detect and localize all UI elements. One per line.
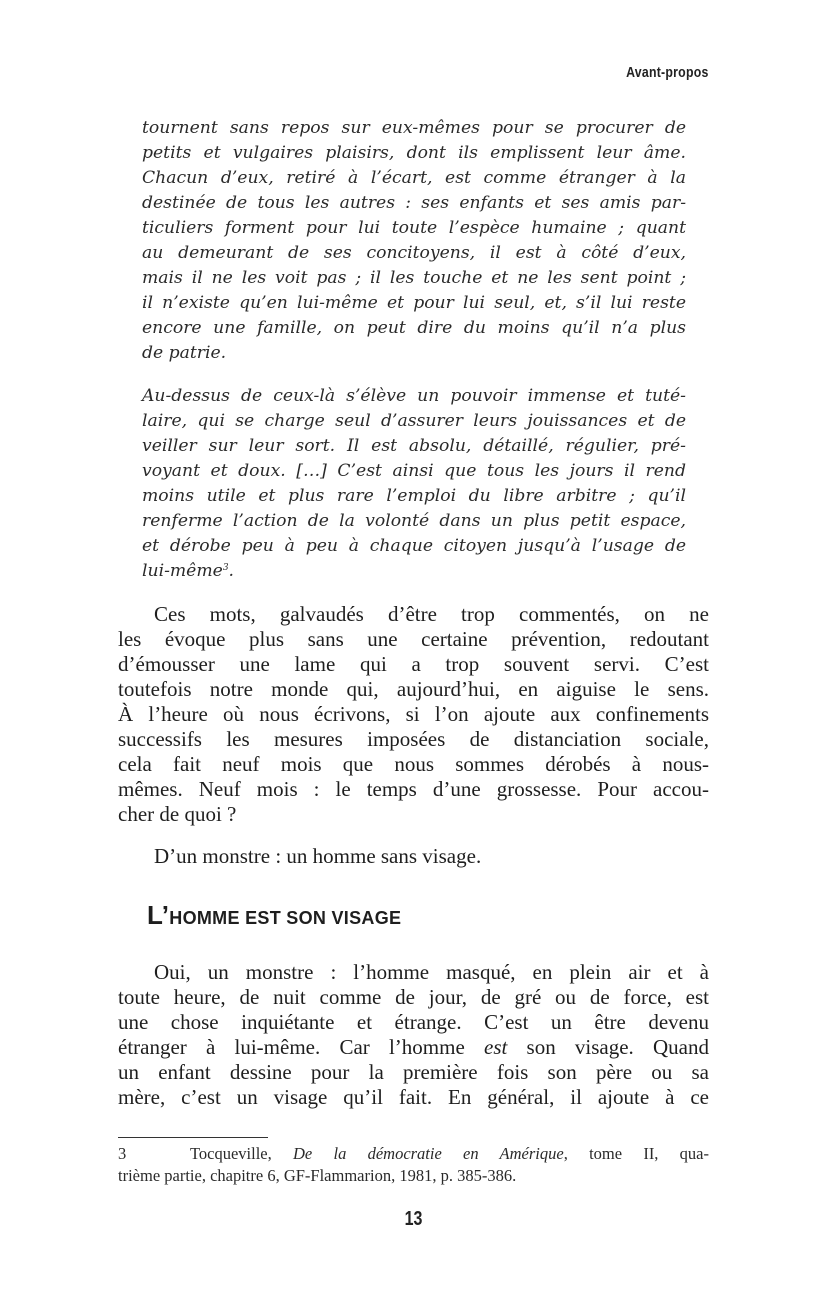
body-text: son visage. Quand bbox=[507, 1035, 710, 1059]
quote-line: renferme l’action de la volonté dans un plus petit espace, bbox=[142, 511, 686, 531]
quote-text: lui-même bbox=[142, 561, 223, 581]
quote-line: encore une famille, on peut dire du moins qu’il n’a plus bbox=[142, 318, 686, 338]
block-quote-1 bbox=[142, 116, 686, 366]
footnote-line bbox=[118, 1143, 709, 1165]
quote-line: ticuliers forment pour lui toute l’espèce humaine ; quant bbox=[142, 218, 686, 238]
body-line: successifs les mesures imposées de distanciation sociale, bbox=[118, 727, 709, 751]
paragraph-3 bbox=[118, 960, 709, 1110]
block-quote-2 bbox=[142, 384, 686, 584]
quote-text-end: . bbox=[228, 561, 235, 581]
footnote-author: Tocqueville, bbox=[189, 1144, 272, 1163]
body-line: À l’heure où nous écrivons, si l’on ajoute aux confinements bbox=[118, 702, 709, 726]
body-line: mêmes. Neuf mois : le temps d’une grossesse. Pour accou- bbox=[118, 777, 709, 801]
quote-line: veiller sur leur sort. Il est absolu, détaillé, régulier, pré- bbox=[142, 436, 686, 456]
quote-line: destinée de tous les autres : ses enfants et ses amis par- bbox=[142, 193, 686, 213]
running-header: Avant-propos bbox=[626, 64, 709, 81]
quote-line: au demeurant de ses concitoyens, il est à côté d’eux, bbox=[142, 243, 686, 263]
paragraph-2: D’un monstre : un homme sans visage. bbox=[154, 844, 482, 868]
body-line: d’émousser une lame qui a trop souvent servi. C’est bbox=[118, 652, 709, 676]
heading-initial: L’ bbox=[147, 900, 170, 930]
quote-line: laire, qui se charge seul d’assurer leurs jouissances et de bbox=[142, 411, 686, 431]
section-heading bbox=[147, 900, 401, 931]
body-line: cela fait neuf mois que nous sommes dérobés à nous- bbox=[118, 752, 709, 776]
body-line-emphasis bbox=[118, 1035, 709, 1060]
emphasized-word: est bbox=[484, 1035, 508, 1059]
quote-line: il n’existe qu’en lui-même et pour lui seul, et, s’il lui reste bbox=[142, 293, 686, 313]
body-line: une chose inquiétante et étrange. C’est un être devenu bbox=[118, 1010, 709, 1034]
quote-line: Au-dessus de ceux-là s’élève un pouvoir immense et tuté- bbox=[142, 386, 686, 406]
quote-line: Chacun d’eux, retiré à l’écart, est comme étranger à la bbox=[142, 168, 686, 188]
quote-line: de patrie. bbox=[142, 343, 227, 363]
page-number: 13 bbox=[404, 1208, 423, 1230]
paragraph-1 bbox=[118, 602, 709, 827]
footnote-reference[interactable]: 3 bbox=[222, 563, 229, 573]
body-line: toute heure, de nuit comme de jour, de gré ou de force, est bbox=[118, 985, 709, 1009]
quote-line: tournent sans repos sur eux-mêmes pour se procurer de bbox=[142, 118, 686, 138]
body-text: étranger à lui-même. Car l’homme bbox=[118, 1035, 484, 1059]
body-line: les évoque plus sans une certaine prévention, redoutant bbox=[118, 627, 709, 651]
quote-line: petits et vulgaires plaisirs, dont ils emplissent leur âme. bbox=[142, 143, 686, 163]
body-line: Ces mots, galvaudés d’être trop commentés, on ne bbox=[154, 602, 709, 626]
heading-rest: HOMME EST SON VISAGE bbox=[169, 908, 402, 928]
body-line: un enfant dessine pour la première fois son père ou sa bbox=[118, 1060, 709, 1084]
body-line: cher de quoi ? bbox=[118, 802, 237, 826]
body-line: mère, c’est un visage qu’il fait. En général, il ajoute à ce bbox=[118, 1085, 709, 1109]
quote-line: et dérobe peu à peu à chaque citoyen jusqu’à l’usage de bbox=[142, 536, 686, 556]
footnote bbox=[118, 1143, 709, 1187]
footnote-title: De la démocratie en Amérique bbox=[293, 1144, 564, 1163]
footnote-line: trième partie, chapitre 6, GF-Flammarion, 1981, p. 385-386. bbox=[118, 1166, 517, 1185]
quote-line: moins utile et plus rare l’emploi du libre arbitre ; qu’il bbox=[142, 486, 686, 506]
footnote-number: 3 bbox=[118, 1144, 127, 1163]
quote-line: mais il ne les voit pas ; il les touche et ne les sent point ; bbox=[142, 268, 686, 288]
body-line: toutefois notre monde qui, aujourd’hui, en aiguise le sens. bbox=[118, 677, 709, 701]
footnote-separator bbox=[118, 1137, 268, 1138]
quote-line-last bbox=[142, 559, 686, 584]
body-line: Oui, un monstre : l’homme masqué, en plein air et à bbox=[154, 960, 709, 984]
footnote-text: , tome II, qua- bbox=[563, 1144, 709, 1163]
quote-line: voyant et doux. […] C’est ainsi que tous les jours il rend bbox=[142, 461, 686, 481]
